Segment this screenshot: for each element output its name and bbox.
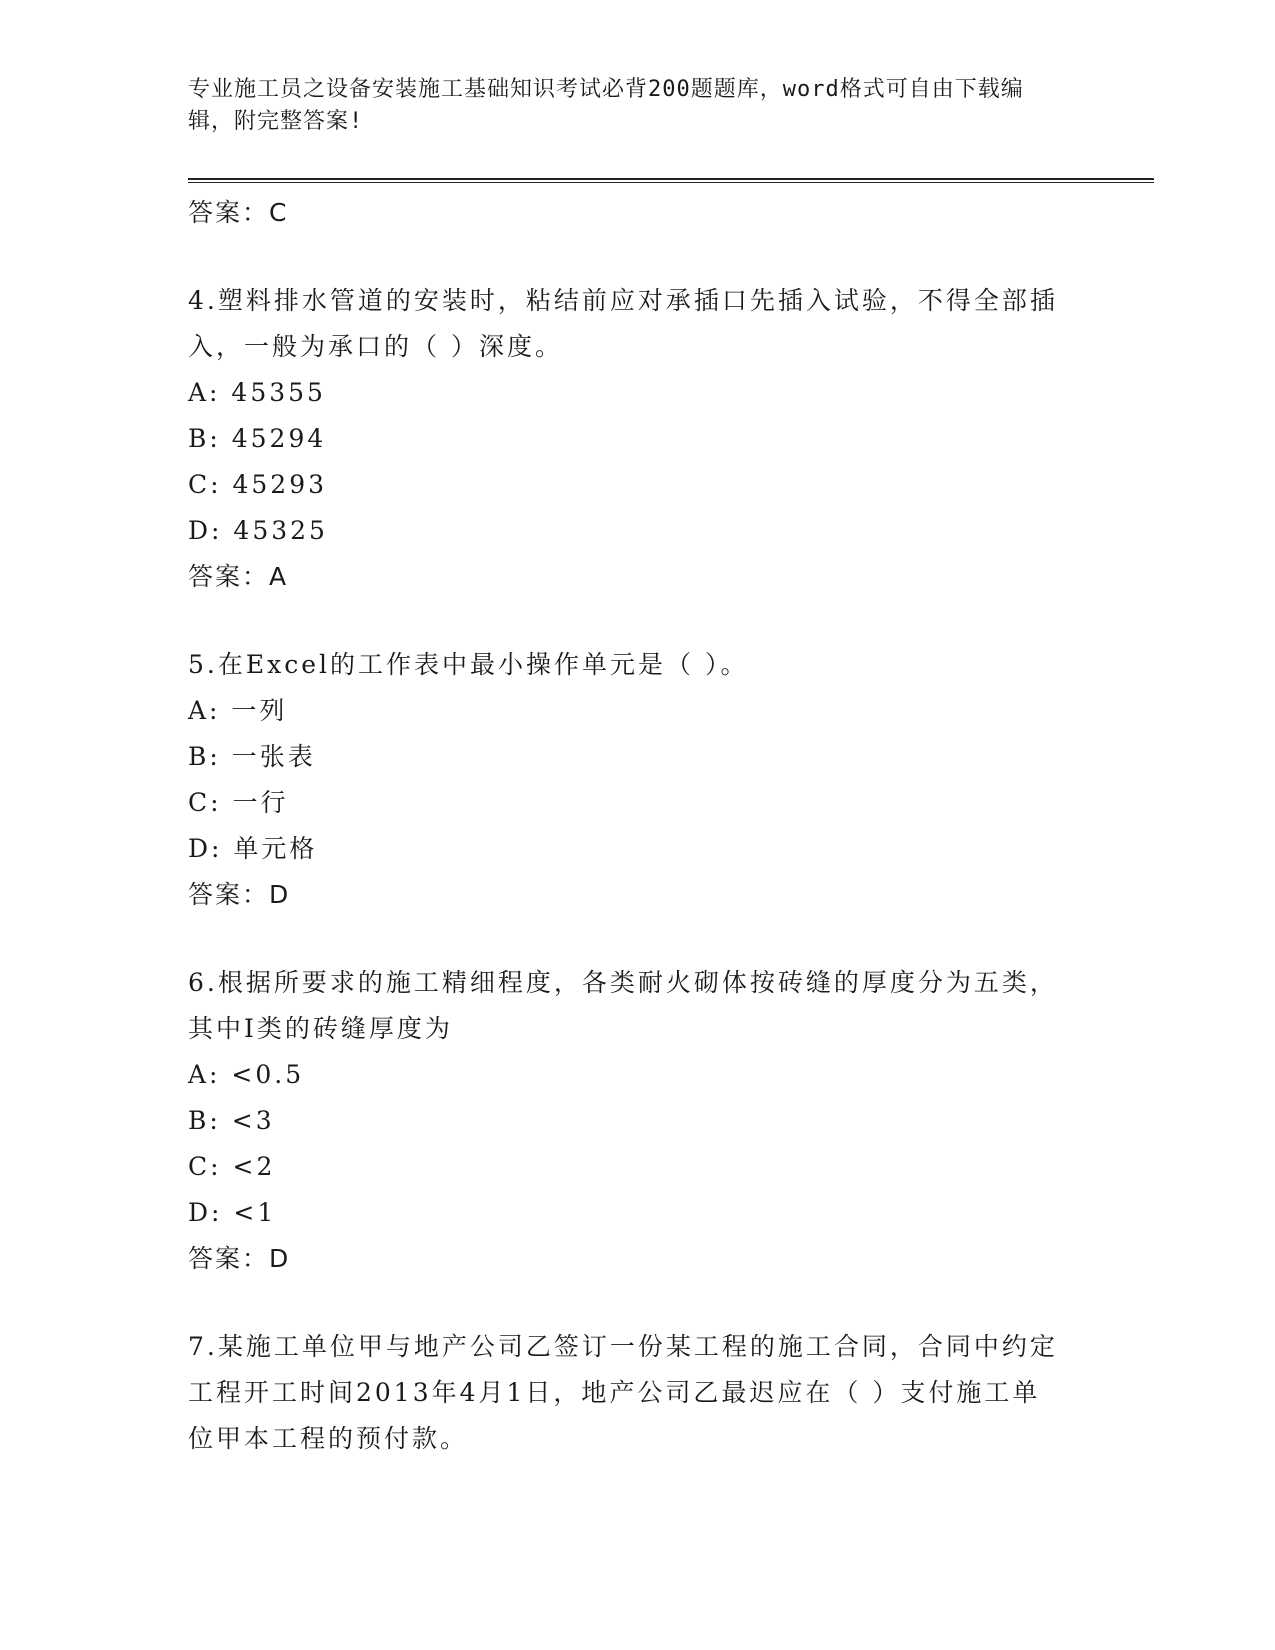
- answer-label: 答案：: [188, 198, 270, 227]
- answer-line: [188, 872, 1088, 918]
- answer-label: 答案：: [188, 880, 270, 909]
- page-header: [188, 74, 1068, 138]
- answer-line: [188, 554, 1088, 600]
- answer-line: [188, 1236, 1088, 1282]
- answer-label: 答案：: [188, 1244, 270, 1273]
- question-text: 6.根据所要求的施工精细程度，各类耐火砌体按砖缝的厚度分为五类，其中I类的砖缝厚度为: [188, 968, 1058, 1043]
- option-b: B: <3: [188, 1106, 275, 1135]
- answer-value: D: [269, 880, 291, 909]
- option-c: C: 一行: [188, 788, 289, 817]
- document-title: 专业施工员之设备安装施工基础知识考试必背200题题库，word格式可自由下载编辑，附完整答案!: [188, 77, 1024, 134]
- question-text: 4.塑料排水管道的安装时，粘结前应对承插口先插入试验，不得全部插入，一般为承口的（ ）深度。: [188, 286, 1058, 361]
- option-b: B: 45294: [188, 424, 327, 453]
- header-divider: [188, 178, 1154, 183]
- option-a: A: <0.5: [188, 1060, 305, 1089]
- answer-label: 答案：: [188, 562, 270, 591]
- answer-value: A: [269, 562, 289, 591]
- option-c: C: 45293: [188, 470, 328, 499]
- answer-line: [188, 190, 1088, 236]
- option-b: B: 一张表: [188, 742, 316, 771]
- option-d: D: 单元格: [188, 834, 318, 863]
- option-d: D: <1: [188, 1198, 277, 1227]
- answer-value: C: [269, 198, 289, 227]
- option-c: C: <2: [188, 1152, 276, 1181]
- answer-value: D: [269, 1244, 291, 1273]
- option-d: D: 45325: [188, 516, 328, 545]
- question-text: 5.在Excel的工作表中最小操作单元是（ ）。: [188, 650, 749, 679]
- option-a: A: 45355: [188, 378, 326, 407]
- question-text: 7.某施工单位甲与地产公司乙签订一份某工程的施工合同，合同中约定工程开工时间2013年4月1日，地产公司乙最迟应在（ ）支付施工单位甲本工程的预付款。: [188, 1332, 1058, 1453]
- question-list: [188, 190, 1088, 1462]
- option-a: A: 一列: [188, 696, 288, 725]
